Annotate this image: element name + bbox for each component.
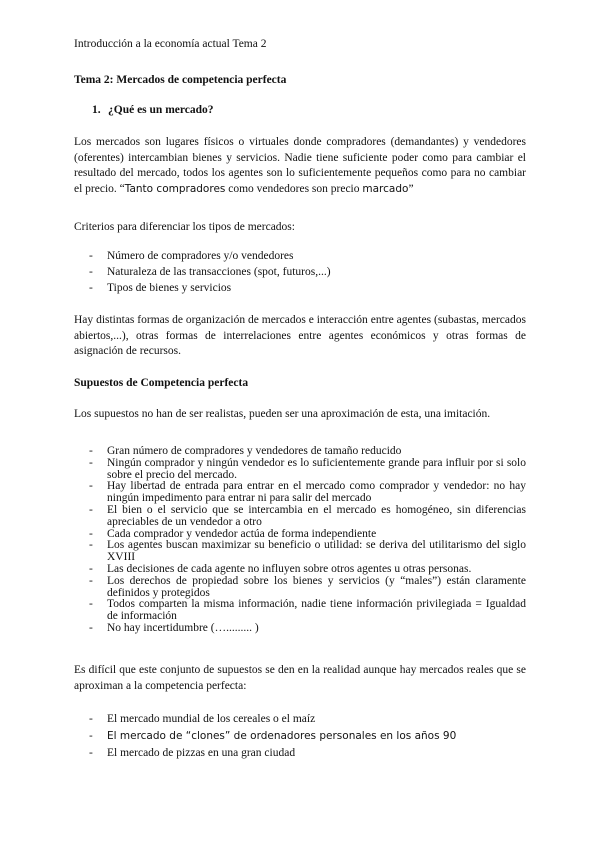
list-item: - Los derechos de propiedad sobre los bienes y servicios (y “males”) están claramente definidos y protegidos — [89, 576, 526, 600]
section-title: ¿Qué es un mercado? — [108, 104, 214, 116]
document-title: Tema 2: Mercados de competencia perfecta — [74, 74, 287, 86]
list-item: - Número de compradores y/o vendedores — [89, 248, 526, 264]
list-item: - El mercado de pizzas en una gran ciudad — [89, 745, 526, 761]
section-number: 1. — [92, 104, 101, 116]
quote-compradores: Tanto compradores — [124, 182, 226, 195]
paragraph-mercados — [74, 135, 526, 197]
supuestos-title: Supuestos de Competencia perfecta — [74, 377, 249, 389]
paragraph-formas: Hay distintas formas de organización de mercados e interacción entre agentes (subastas, mercados abiertos,...), otras formas de interrelaciones entre agentes económicos y otras formas de asignación de recursos. — [74, 314, 526, 358]
list-item: - Ningún comprador y ningún vendedor es lo suficientemente grande para influir por si solo sobre el precio del mercado. — [89, 458, 526, 482]
quote-close: ” — [408, 182, 414, 195]
list-item: - El mercado de “clones” de ordenadores personales en los años 90 — [89, 727, 526, 745]
list-item: - Los agentes buscan maximizar su beneficio o utilidad: se deriva del utilitarismo del siglo XVIII — [89, 540, 526, 564]
list-item: - El bien o el servicio que se intercambia en el mercado es homogéneo, sin diferencias apreciables de un vendedor a otro — [89, 505, 526, 529]
paragraph-conclusion: Es difícil que este conjunto de supuestos se den en la realidad aunque hay mercados reales que se aproximan a la competencia perfecta: — [74, 664, 526, 692]
list-item: - Las decisiones de cada agente no influyen sobre otros agentes u otras personas. — [89, 564, 526, 576]
list-item: - Naturaleza de las transacciones (spot, futuros,...) — [89, 264, 526, 280]
criteria-intro: Criterios para diferenciar los tipos de mercados: — [74, 221, 295, 233]
list-item: - Tipos de bienes y servicios — [89, 280, 526, 296]
list-item: - Todos comparten la misma información, nadie tiene información privilegiada = Igualdad de información — [89, 599, 526, 623]
quote-middle: como vendedores son precio — [225, 182, 363, 195]
list-item: - Cada comprador y vendedor actúa de forma independiente — [89, 529, 526, 541]
list-item: - El mercado mundial de los cereales o el maíz — [89, 711, 526, 727]
supuestos-intro: Los supuestos no han de ser realistas, pueden ser una aproximación de esta, una imitación. — [74, 408, 491, 420]
criteria-list — [89, 248, 526, 296]
page-header: Introducción a la economía actual Tema 2 — [74, 38, 267, 50]
quote-open: “ — [119, 182, 125, 195]
list-item: - Hay libertad de entrada para entrar en el mercado como comprador y vendedor: no hay ningún impedimento para entrar ni para salir del mercado — [89, 481, 526, 505]
supuestos-list — [89, 446, 526, 635]
paragraph-mercados-text: Los mercados son lugares físicos o virtuales donde compradores (demandantes) y vendedores (oferentes) intercambian bienes y servicios. Nadie tiene suficiente poder como para cambiar el resultado del mercado, todos los agentes son lo suficientemente pequeños como para no cambiar el precio. — [74, 136, 526, 195]
quote-marcado: marcado — [362, 182, 409, 195]
examples-list — [89, 711, 526, 761]
list-item: - Gran número de compradores y vendedores de tamaño reducido — [89, 446, 526, 458]
list-item: - No hay incertidumbre (…......... ) — [89, 623, 526, 635]
